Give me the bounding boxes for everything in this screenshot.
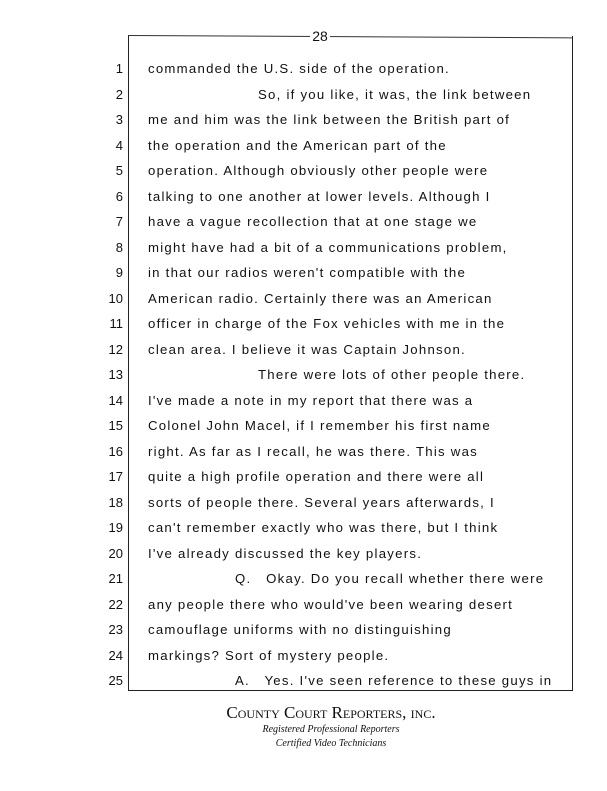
transcript-line: markings? Sort of mystery people. [148, 647, 390, 663]
transcript-line: American radio. Certainly there was an American [148, 290, 493, 306]
line-number: 12 [108, 341, 123, 357]
line-number: 25 [108, 673, 123, 688]
transcript-line: might have had a bit of a communications problem, [148, 239, 508, 255]
transcript-line: the operation and the American part of the [148, 137, 447, 153]
transcript-frame [128, 36, 573, 691]
transcript-line: I've already discussed the key players. [148, 545, 423, 561]
line-number: 9 [115, 265, 123, 280]
line-number: 15 [108, 418, 123, 433]
line-number: 24 [108, 647, 123, 663]
line-number: 14 [108, 392, 123, 408]
page-number-text: 28 [312, 28, 328, 44]
line-number: 16 [108, 443, 123, 459]
line-number: 20 [108, 545, 123, 561]
transcript-line: A. Yes. I've seen reference to these guys in [235, 673, 553, 688]
footer-line1: Registered Professional Reporters [262, 724, 400, 735]
transcript-line: clean area. I believe it was Captain Johnson. [148, 341, 466, 357]
line-number: 23 [108, 622, 123, 637]
transcript-line: any people there who would've been wearing desert [148, 596, 514, 612]
line-number: 21 [108, 571, 123, 586]
transcript-line: sorts of people there. Several years afterwards, I [148, 494, 495, 510]
footer-line2: Certified Video Technicians [275, 738, 387, 749]
transcript-line: in that our radios weren't compatible with the [148, 265, 467, 280]
line-number: 4 [115, 137, 123, 153]
transcript-line: So, if you like, it was, the link between [258, 86, 532, 102]
footer-company: County Court Reporters, inc. [226, 703, 436, 722]
line-number: 3 [115, 112, 123, 127]
line-number: 19 [108, 520, 123, 535]
line-number: 13 [108, 367, 123, 382]
transcript-line: Q. Okay. Do you recall whether there were [235, 571, 545, 586]
line-number: 6 [115, 188, 123, 204]
transcript-line: have a vague recollection that at one stage we [148, 214, 478, 229]
transcript-line: commanded the U.S. side of the operation. [148, 61, 450, 76]
line-number: 5 [115, 163, 123, 178]
line-number: 8 [115, 239, 123, 255]
transcript-line: camouflage uniforms with no distinguishing [148, 622, 452, 637]
transcript-line: me and him was the link between the British part of [148, 112, 511, 127]
transcript-line: There were lots of other people there. [258, 367, 526, 382]
line-number: 17 [108, 469, 123, 484]
line-number: 18 [108, 494, 123, 510]
transcript-line: right. As far as I recall, he was there. This was [148, 443, 478, 459]
line-number: 7 [115, 214, 123, 229]
transcript-line: operation. Although obviously other people were [148, 163, 489, 178]
page-number [0, 28, 607, 44]
transcript-line: quite a high profile operation and there were all [148, 469, 485, 484]
line-number: 1 [115, 61, 123, 76]
transcript-line: Colonel John Macel, if I remember his first name [148, 418, 491, 433]
line-number: 2 [115, 86, 123, 102]
transcript-line: can't remember exactly who was there, but I think [148, 520, 499, 535]
line-number: 11 [109, 316, 123, 331]
line-number: 10 [108, 290, 123, 306]
line-number: 22 [108, 596, 123, 612]
transcript-line: talking to one another at lower levels. Although I [148, 188, 491, 204]
transcript-line: I've made a note in my report that there was a [148, 392, 474, 408]
transcript-line: officer in charge of the Fox vehicles with me in the [148, 316, 506, 331]
